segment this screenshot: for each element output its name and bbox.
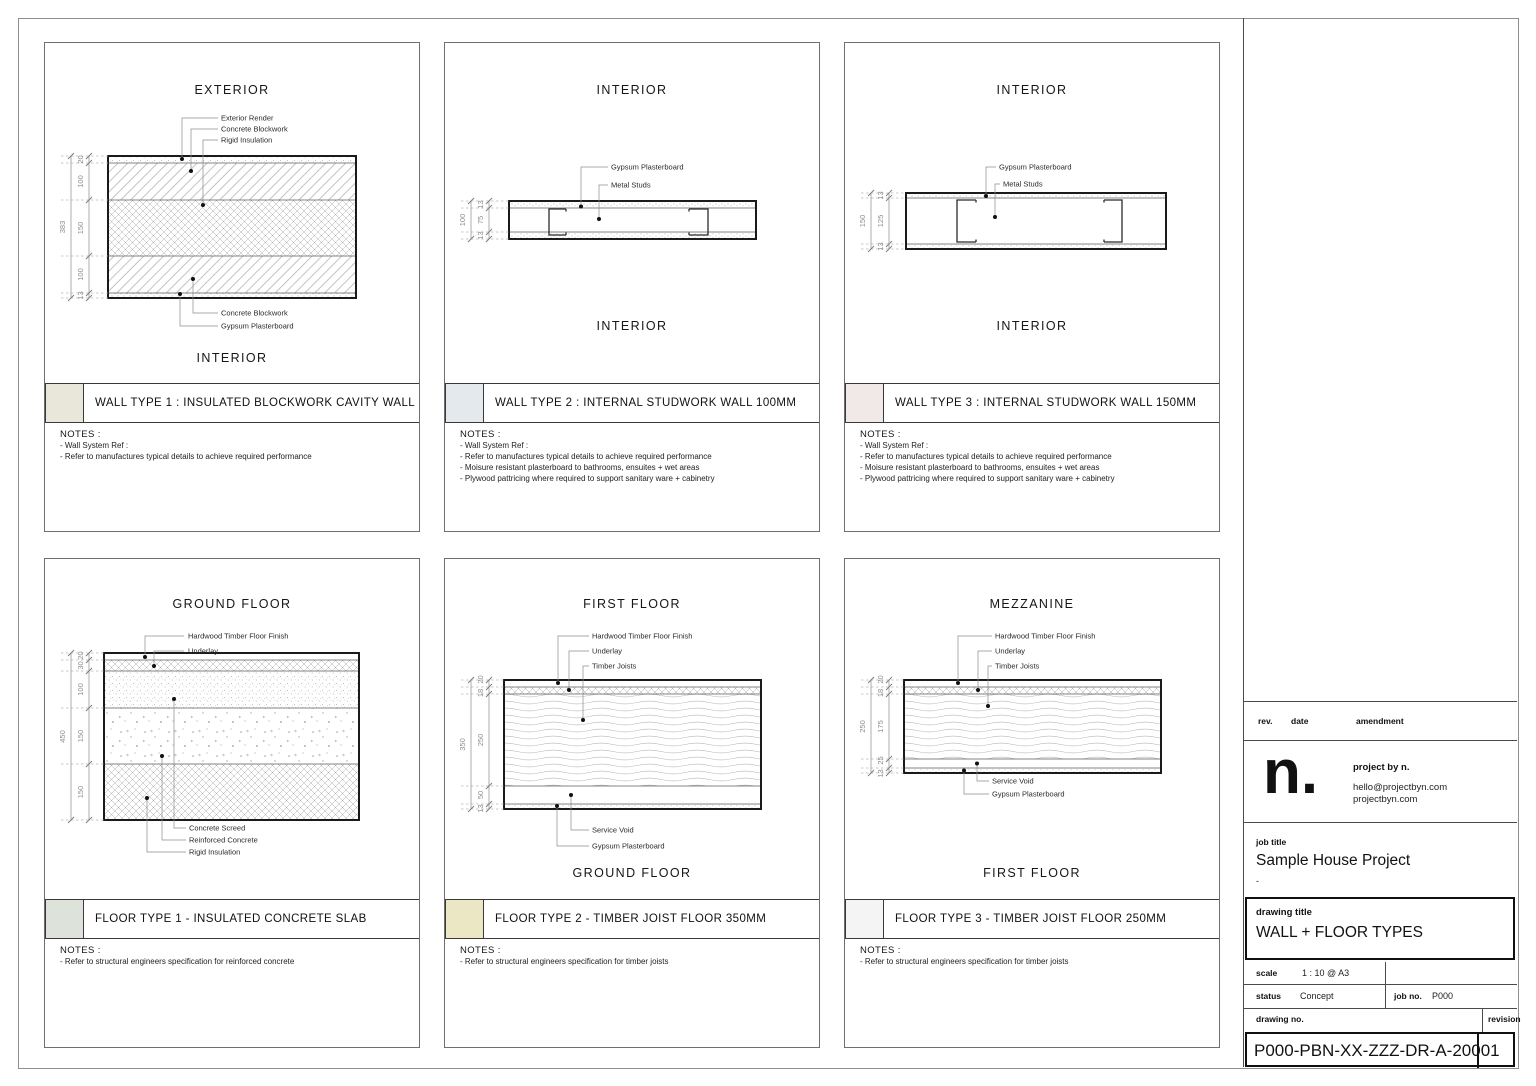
svg-text:100: 100 [76, 683, 85, 696]
layer-plasterboard-bottom [509, 232, 756, 239]
notes-heading: NOTES : [460, 429, 501, 440]
svg-text:250: 250 [858, 720, 867, 733]
drawing-title-value: WALL + FLOOR TYPES [1256, 924, 1423, 941]
title-block-divider [1243, 18, 1244, 1067]
job-title-value: Sample House Project [1256, 852, 1411, 869]
contact-website: projectbyn.com [1353, 794, 1418, 805]
svg-text:13: 13 [876, 191, 885, 200]
svg-text:18: 18 [876, 688, 885, 698]
leader-label: Concrete Screed [189, 823, 246, 833]
svg-text:100: 100 [76, 175, 85, 188]
layer-timber-joists [504, 694, 761, 786]
note-line: - Refer to structural engineers specification for timber joists [860, 957, 1069, 966]
layer-underlay [904, 687, 1161, 694]
layer-underlay [104, 660, 359, 671]
panel-title: WALL TYPE 2 : INTERNAL STUDWORK WALL 100MM [495, 397, 797, 409]
panel-floor-type-1 [44, 558, 420, 1048]
svg-text:50: 50 [476, 790, 485, 800]
panel-title-bar [445, 383, 819, 423]
drawing-no-value: P000-PBN-XX-ZZZ-DR-A-20001 [1254, 1041, 1500, 1060]
panel-wall-type-2 [444, 42, 820, 532]
notes-heading: NOTES : [860, 429, 901, 440]
note-line: - Wall System Ref : [460, 441, 529, 450]
note-line: - Refer to structural engineers specification for reinforced concrete [60, 957, 295, 966]
panel-floor-type-2 [444, 558, 820, 1048]
leader-label: Gypsum Plasterboard [992, 789, 1065, 799]
side-label-ground-floor: GROUND FLOOR [572, 866, 692, 880]
revision-header-divider [1482, 1008, 1483, 1032]
date-column-header: date [1291, 716, 1309, 726]
leader-label: Exterior Render [221, 113, 274, 123]
layer-exterior-render [108, 156, 356, 163]
side-label-interior: INTERIOR [196, 351, 268, 365]
panel-title-bar [45, 383, 419, 423]
notes-block [60, 429, 407, 462]
logo-section-divider [1244, 822, 1517, 823]
side-label-first-floor: FIRST FLOOR [583, 597, 681, 611]
note-line: - Refer to structural engineers specification for timber joists [460, 957, 669, 966]
svg-text:25: 25 [876, 756, 885, 765]
svg-text:175: 175 [876, 720, 885, 733]
panel-title: WALL TYPE 3 : INTERNAL STUDWORK WALL 150MM [895, 397, 1197, 409]
leader-label: Underlay [592, 646, 623, 656]
material-swatch [45, 383, 84, 423]
brand-name: project by n. [1353, 762, 1410, 773]
revision-label: revision [1488, 1014, 1521, 1024]
panel-title-bar [45, 899, 419, 939]
leader-label: Rigid Insulation [189, 847, 241, 857]
leader-label: Gypsum Plasterboard [221, 321, 294, 331]
layer-rigid-insulation [108, 200, 356, 256]
svg-text:20: 20 [76, 651, 85, 660]
leader-label: Underlay [995, 646, 1026, 656]
note-line: - Refer to manufactures typical details to achieve required performance [460, 452, 712, 461]
leader-label: Underlay [188, 646, 219, 656]
leader-label: Gypsum Plasterboard [611, 162, 684, 172]
panel-wall-type-1 [44, 42, 420, 532]
status-label: status [1256, 991, 1282, 1001]
layer-underlay [504, 687, 761, 694]
side-label-interior: INTERIOR [596, 83, 668, 97]
material-swatch [845, 383, 884, 423]
svg-text:13: 13 [876, 242, 885, 251]
svg-text:450: 450 [58, 730, 67, 743]
svg-text:150: 150 [858, 214, 867, 228]
notes-block [460, 429, 807, 484]
note-line: - Moisure resistant plasterboard to bathrooms, ensuites + wet areas [860, 463, 1100, 472]
material-swatch [445, 899, 484, 939]
dimensions [58, 650, 104, 823]
panel-title: WALL TYPE 1 : INSULATED BLOCKWORK CAVITY WALL [95, 397, 416, 409]
rev-column-header: rev. [1258, 716, 1273, 726]
svg-text:125: 125 [876, 214, 885, 228]
notes-block [860, 945, 1207, 967]
panel-title: FLOOR TYPE 1 - INSULATED CONCRETE SLAB [95, 913, 367, 925]
material-swatch [845, 899, 884, 939]
note-line: - Wall System Ref : [60, 441, 129, 450]
company-logo: n. [1263, 738, 1319, 807]
material-swatch [445, 383, 484, 423]
layer-rigid-insulation [104, 764, 359, 820]
notes-block [60, 945, 407, 967]
layer-concrete-blockwork-outer [108, 163, 356, 200]
dimensions [858, 190, 906, 252]
svg-text:13: 13 [476, 231, 485, 240]
scale-label: scale [1256, 968, 1278, 978]
metal-stud-right [1104, 200, 1122, 242]
leader-label: Hardwood Timber Floor Finish [188, 631, 289, 641]
svg-text:13: 13 [476, 804, 485, 813]
svg-text:250: 250 [476, 733, 485, 747]
leader-label: Concrete Blockwork [221, 308, 288, 318]
panel-floor-type-3 [844, 558, 1220, 1048]
leader-label: Metal Studs [611, 180, 651, 190]
metal-stud-right [689, 209, 708, 235]
panel-title: FLOOR TYPE 3 - TIMBER JOIST FLOOR 250MM [895, 913, 1167, 925]
side-label-interior: INTERIOR [596, 319, 668, 333]
notes-block [860, 429, 1207, 484]
scale-row-line [1244, 984, 1517, 985]
svg-text:100: 100 [76, 268, 85, 281]
material-swatch [45, 899, 84, 939]
drawing-title-box [1245, 897, 1515, 960]
layer-concrete-screed [104, 671, 359, 708]
panel-title: FLOOR TYPE 2 - TIMBER JOIST FLOOR 350MM [495, 913, 767, 925]
svg-text:13: 13 [476, 200, 485, 209]
drawing-no-label: drawing no. [1256, 1014, 1304, 1024]
leader-label: Gypsum Plasterboard [999, 162, 1072, 172]
job-no-label: job no. [1394, 991, 1422, 1001]
dimensions [458, 198, 509, 242]
notes-heading: NOTES : [60, 429, 101, 440]
leader-label: Timber Joists [995, 661, 1040, 671]
notes-heading: NOTES : [460, 945, 501, 956]
revision-table-top-line [1244, 701, 1517, 702]
note-line: - Plywood pattricing where required to support sanitary ware + cabinetry [860, 474, 1115, 483]
svg-text:150: 150 [76, 729, 85, 743]
panel-title-bar [445, 899, 819, 939]
job-title-note: - [1256, 876, 1259, 886]
layer-concrete-blockwork-inner [108, 256, 356, 293]
floor-type-1-section-drawing [45, 559, 419, 1047]
side-label-mezzanine: MEZZANINE [989, 597, 1075, 611]
svg-text:18: 18 [476, 688, 485, 698]
amendment-column-header: amendment [1356, 716, 1404, 726]
layer-boundaries [509, 208, 756, 232]
metal-stud-left [957, 200, 976, 242]
layer-timber-joists [904, 694, 1161, 759]
svg-text:13: 13 [876, 769, 885, 778]
svg-text:350: 350 [458, 738, 467, 751]
leader-label: Rigid Insulation [221, 135, 273, 145]
status-value: Concept [1300, 991, 1334, 1001]
leader-label: Concrete Blockwork [221, 124, 288, 134]
metal-stud-left [549, 209, 566, 235]
dimensions [458, 675, 504, 812]
leader-lines [579, 167, 608, 221]
panel-wall-type-3 [844, 42, 1220, 532]
layer-reinforced-concrete [104, 708, 359, 764]
panel-title-bar [845, 383, 1219, 423]
leader-label: Service Void [992, 776, 1034, 786]
contact-email: hello@projectbyn.com [1353, 782, 1448, 793]
svg-text:20: 20 [76, 155, 85, 164]
dimensions [858, 675, 904, 777]
note-line: - Refer to manufactures typical details to achieve required performance [860, 452, 1112, 461]
leader-label: Hardwood Timber Floor Finish [995, 631, 1096, 641]
leader-label: Service Void [592, 825, 634, 835]
note-line: - Plywood pattricing where required to support sanitary ware + cabinetry [460, 474, 715, 483]
svg-text:150: 150 [76, 785, 85, 799]
side-label-ground-floor: GROUND FLOOR [172, 597, 292, 611]
note-line: - Refer to manufactures typical details to achieve required performance [60, 452, 312, 461]
svg-text:20: 20 [476, 675, 485, 684]
drawing-title-label: drawing title [1256, 907, 1312, 918]
scale-value: 1 : 10 @ A3 [1302, 968, 1350, 978]
notes-block [460, 945, 807, 967]
section-outline [906, 193, 1166, 249]
floor-type-3-section-drawing [845, 559, 1219, 1047]
leader-label: Gypsum Plasterboard [592, 841, 665, 851]
svg-text:150: 150 [76, 221, 85, 235]
side-label-exterior: EXTERIOR [194, 83, 270, 97]
note-line: - Wall System Ref : [860, 441, 929, 450]
panel-title-bar [845, 899, 1219, 939]
leader-label: Metal Studs [1003, 179, 1043, 189]
side-label-interior: INTERIOR [996, 83, 1068, 97]
job-title-label: job title [1256, 837, 1287, 847]
layer-boundaries [906, 198, 1166, 244]
svg-text:20: 20 [876, 675, 885, 684]
notes-heading: NOTES : [860, 945, 901, 956]
note-line: - Moisure resistant plasterboard to bathrooms, ensuites + wet areas [460, 463, 700, 472]
layer-plasterboard-top [509, 201, 756, 208]
svg-text:30: 30 [76, 661, 85, 670]
drawing-no-revision-divider [1477, 1032, 1479, 1068]
svg-text:100: 100 [458, 213, 467, 227]
notes-heading: NOTES : [60, 945, 101, 956]
leader-label: Timber Joists [592, 661, 637, 671]
status-row-line [1244, 1008, 1517, 1009]
dimensions [58, 153, 108, 301]
svg-text:13: 13 [76, 291, 85, 300]
floor-type-2-section-drawing [445, 559, 819, 1047]
svg-text:75: 75 [476, 215, 485, 225]
leader-label: Reinforced Concrete [189, 835, 258, 845]
side-label-first-floor: FIRST FLOOR [983, 866, 1081, 880]
side-label-interior: INTERIOR [996, 319, 1068, 333]
svg-text:383: 383 [58, 220, 67, 234]
leader-label: Hardwood Timber Floor Finish [592, 631, 693, 641]
job-no-value: P000 [1432, 991, 1454, 1001]
